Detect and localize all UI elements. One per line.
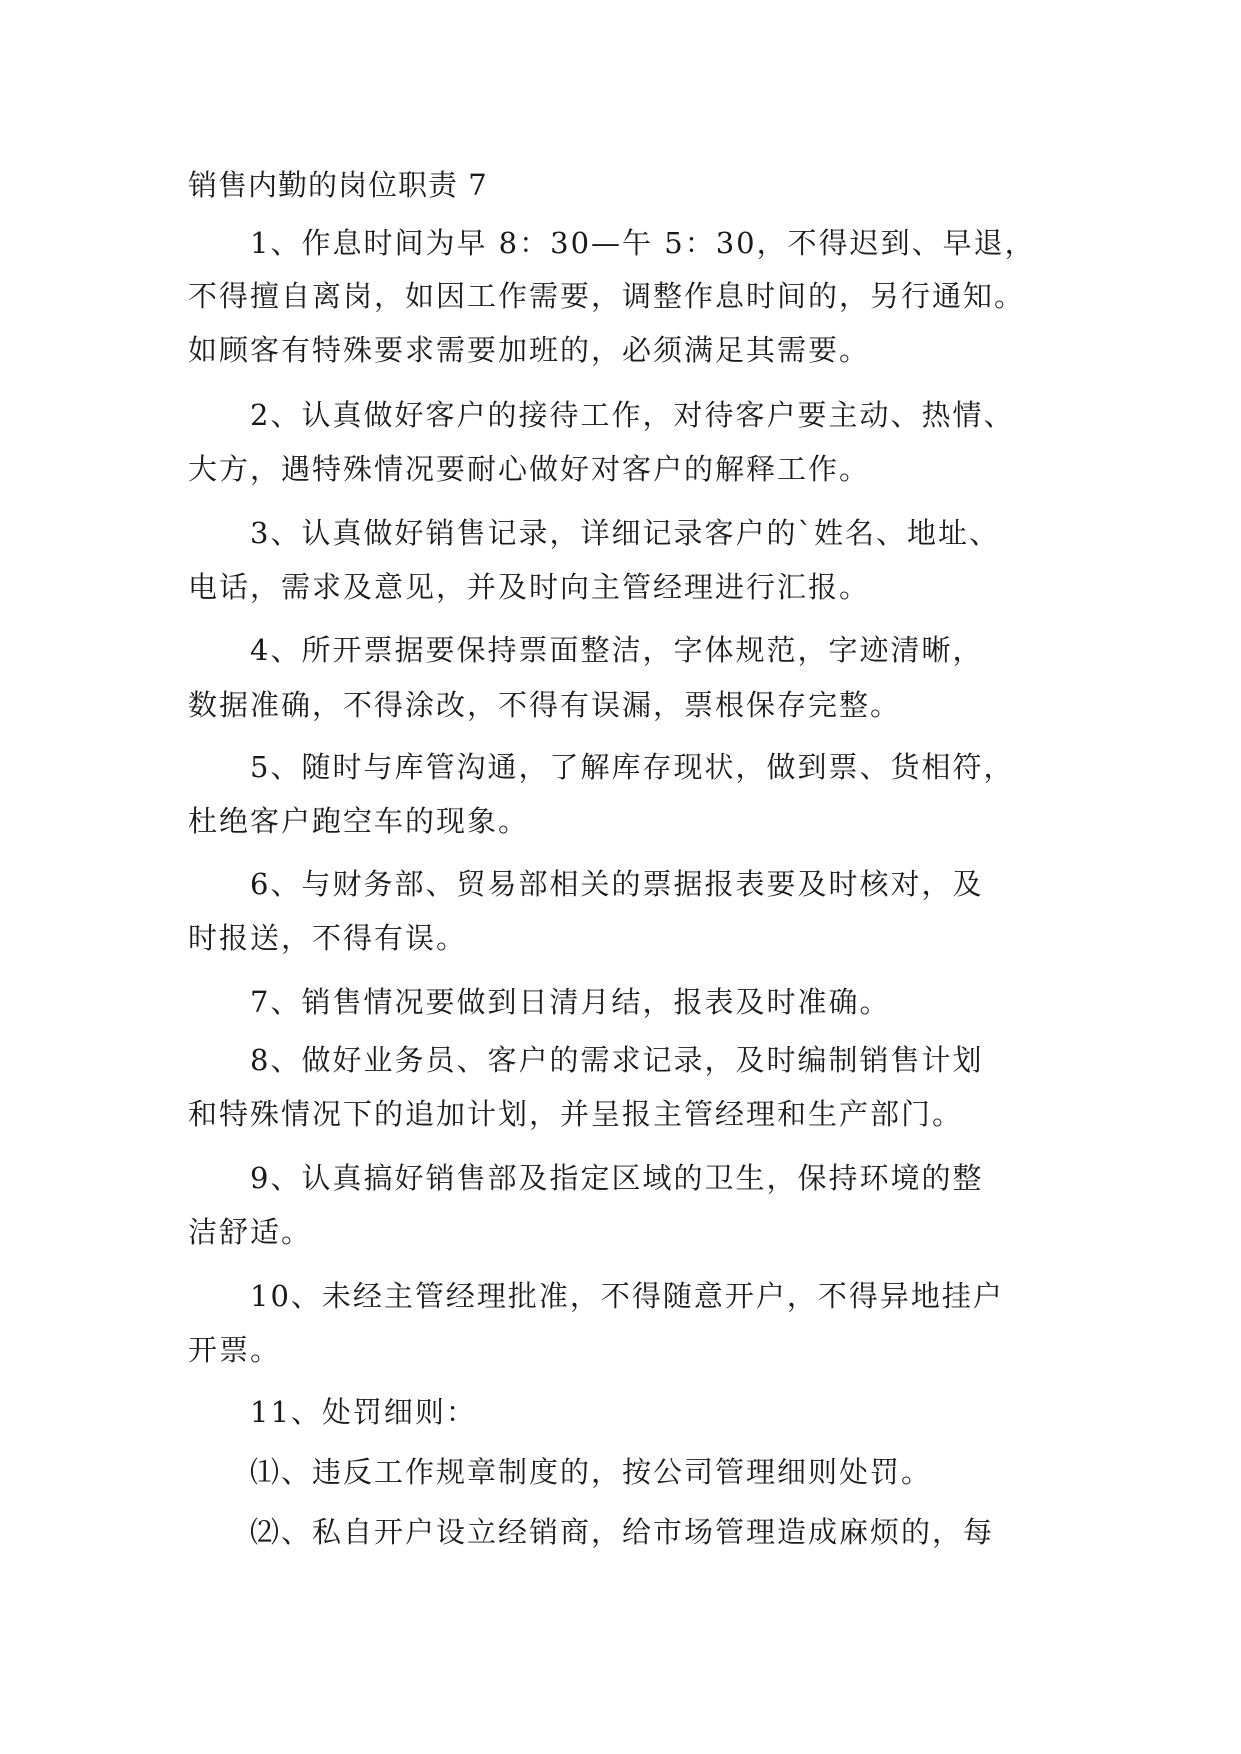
text-line-16: 和特殊情况下的追加计划，并呈报主管经理和生产部门。 <box>188 1097 964 1131</box>
text-line-9: 数据准确，不得涂改，不得有误漏，票根保存完整。 <box>188 688 902 722</box>
text-line-17: 9、认真搞好销售部及指定区域的卫生，保持环境的整 <box>250 1161 984 1195</box>
text-line-8: 4、所开票据要保持票面整洁，字体规范，字迹清晰， <box>250 633 984 667</box>
text-line-13: 时报送，不得有误。 <box>188 921 468 955</box>
text-line-14: 7、销售情况要做到日清月结，报表及时准确。 <box>250 985 891 1019</box>
text-line-21: 11、处罚细则： <box>250 1395 477 1429</box>
text-line-12: 6、与财务部、贸易部相关的票据报表要及时核对，及 <box>250 867 984 901</box>
text-line-11: 杜绝客户跑空车的现象。 <box>188 804 530 838</box>
text-line-6: 3、认真做好销售记录，详细记录客户的`姓名、地址、 <box>250 516 1000 550</box>
text-line-5: 大方，遇特殊情况要耐心做好对客户的解释工作。 <box>188 452 871 486</box>
text-line-3: 如顾客有特殊要求需要加班的，必须满足其需要。 <box>188 333 871 367</box>
text-line-7: 电话，需求及意见，并及时向主管经理进行汇报。 <box>188 570 871 604</box>
text-line-23: ⑵、私自开户设立经销商，给市场管理造成麻烦的，每 <box>250 1515 995 1549</box>
text-line-10: 5、随时与库管沟通，了解库存现状，做到票、货相符， <box>250 750 1015 784</box>
document-title: 销售内勤的岗位职责 7 <box>188 168 488 202</box>
text-line-1: 1、作息时间为早 8：30—午 5：30，不得迟到、早退， <box>250 226 1036 260</box>
text-line-4: 2、认真做好客户的接待工作，对待客户要主动、热情、 <box>250 398 1015 432</box>
text-line-2: 不得擅自离岗，如因工作需要，调整作息时间的，另行通知。 <box>188 279 1026 313</box>
text-line-19: 10、未经主管经理批准，不得随意开户，不得异地挂户 <box>250 1279 1004 1313</box>
text-line-15: 8、做好业务员、客户的需求记录，及时编制销售计划 <box>250 1043 984 1077</box>
text-line-22: ⑴、违反工作规章制度的，按公司管理细则处罚。 <box>250 1455 933 1489</box>
text-line-20: 开票。 <box>188 1333 282 1367</box>
text-line-18: 洁舒适。 <box>188 1215 313 1249</box>
